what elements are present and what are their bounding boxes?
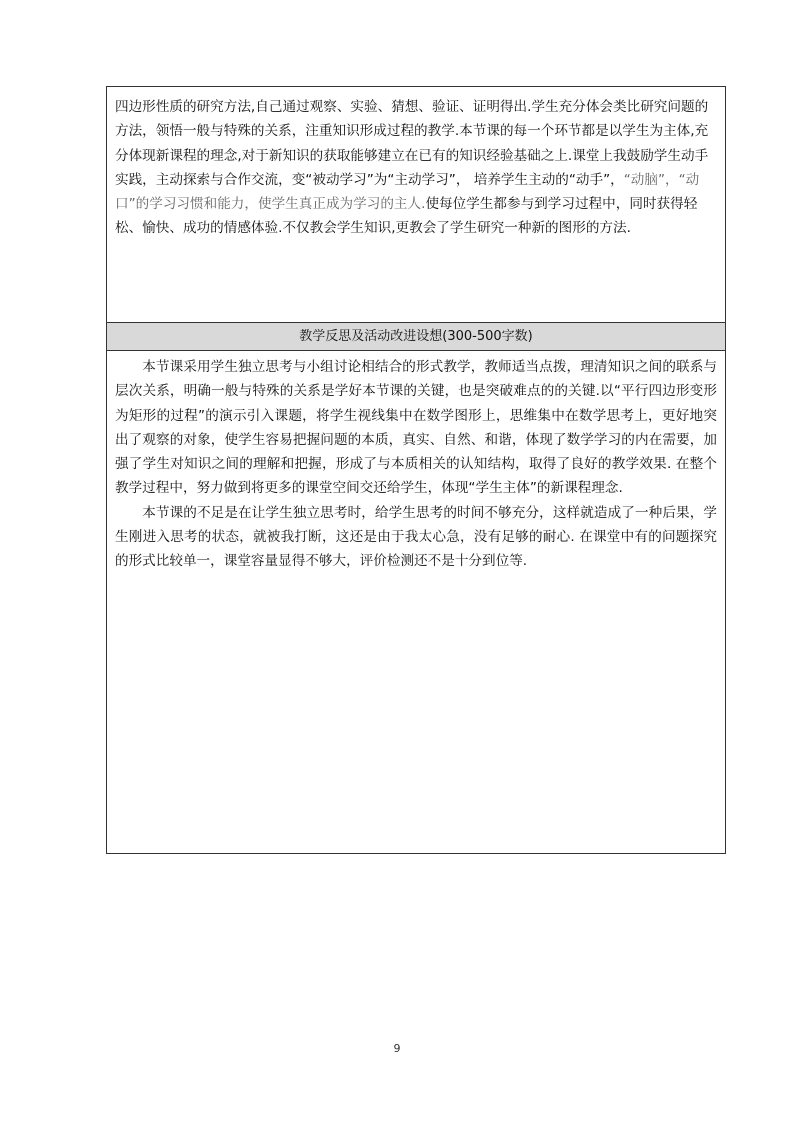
reflection-table <box>106 86 726 854</box>
reflection-paragraph-2: 本节课的不足是在让学生独立思考时，给学生思考的时间不够充分，这样就造成了一种后果，学生刚进入思考的状态，就被我打断，这还是由于我太心急，没有足够的耐心. 在课堂中有的问题探究的形式比较单一，课堂容量显得不够大，评价检测还不是十分到位等. <box>115 504 717 570</box>
summary-text-part3: 使每位学生都参与到学习过程中，同时获得轻松、愉快、成功的情感体验.不仅教会学生知识,更教会了学生研究一种新的图形的方法. <box>115 196 698 237</box>
teaching-summary-cell <box>107 87 725 323</box>
section-header-reflection: 教学反思及活动改进设想(300-500字数) <box>107 323 725 351</box>
page-number: 9 <box>393 1042 401 1055</box>
reflection-content-cell <box>107 351 725 853</box>
reflection-paragraph-1: 本节课采用学生独立思考与小组讨论相结合的形式教学，教师适当点拨，理清知识之间的联系与层次关系，明确一般与特殊的关系是学好本节课的关键，也是突破难点的的关键.以“平行四边形变形为矩形的过程”的演示引入课题，将学生视线集中在数学图形上，思维集中在数学思考上，更好地突出了观察的对象，使学生容易把握问题的本质，真实、自然、和谐，体现了数学学习的内在需要，加强了学生对知识之间的理解和把握，形成了与本质相关的认知结构，取得了良好的教学效果. 在整个教学过程中，努力做到将更多的课堂空间交还给学生，体现“学生主体”的新课程理念. <box>115 359 717 497</box>
summary-text-part2: “动脑”，“动口”的学习习惯和能力，使学生真正成为学习的主人. <box>115 171 700 213</box>
summary-text-part1: 四边形性质的研究方法,自己通过观察、实验、猜想、验证、证明得出.学生充分体会类比研究问题的方法，领悟一般与特殊的关系，注重知识形成过程的教学.本节课的每一个环节都是以学生为主体,充分体现新课程的理念,对于新知识的获取能够建立在已有的知识经验基础之上.课堂上我鼓励学生动手实践，主动探索与合作交流，变“被动学习”为“主动学习”， 培养学生主动的“动手”， <box>115 99 709 188</box>
